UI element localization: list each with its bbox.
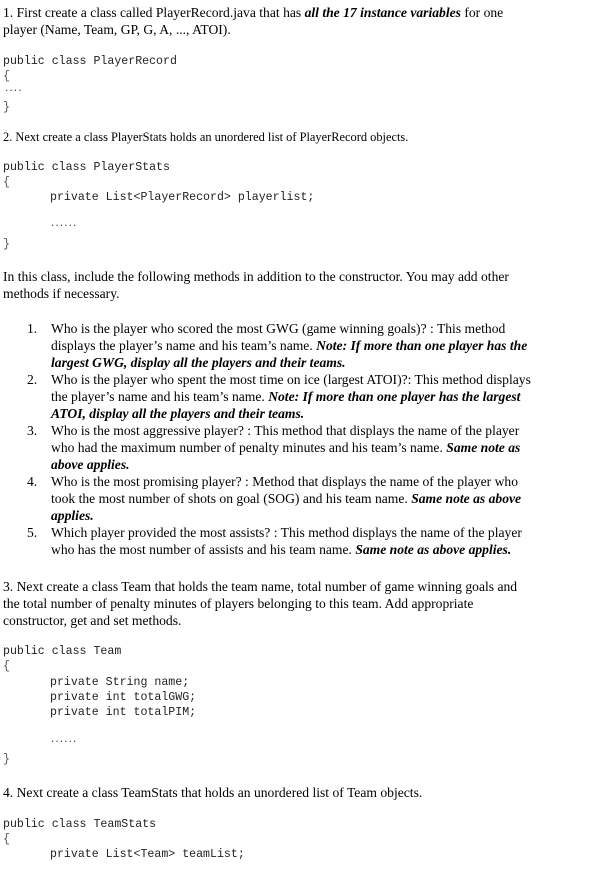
method-number: 2.: [27, 372, 38, 387]
methods-intro: [3, 268, 603, 302]
section-1-line-1-pre: 1. First create a class called PlayerRecord.java that has: [3, 5, 305, 20]
code-player-stats-close-brace: }: [3, 238, 10, 251]
method-text: took the most number of shots on goal (SOG) and his team name.: [51, 491, 412, 506]
method-text: Who is the player who spent the most time on ice (largest ATOI)?: This method displays: [51, 372, 531, 387]
section-1-text: [3, 4, 603, 38]
section-1-line-2: player (Name, Team, GP, G, A, ..., ATOI).: [3, 22, 231, 37]
method-line: [51, 405, 603, 422]
method-line: [51, 320, 603, 337]
method-item: [3, 422, 603, 473]
code-player-record-open-brace: {: [3, 70, 10, 83]
method-line: [51, 439, 603, 456]
method-line: [51, 473, 603, 490]
method-note-text: above applies.: [51, 457, 130, 472]
method-number: 4.: [27, 474, 38, 489]
method-line: [51, 456, 603, 473]
code-player-record-ellipsis: ....: [4, 84, 22, 94]
section-2-heading: 2. Next create a class PlayerStats holds an unordered list of PlayerRecord objects.: [3, 130, 409, 144]
method-number: 1.: [27, 321, 38, 336]
method-line: [51, 371, 603, 388]
methods-list: [3, 320, 603, 558]
method-item: [3, 473, 603, 524]
code-team-stats-field: private List<Team> teamList;: [50, 848, 245, 861]
method-text: the player’s name and his team’s name.: [51, 389, 269, 404]
methods-intro-line-2: methods if necessary.: [3, 286, 120, 301]
method-line: [51, 337, 603, 354]
code-player-stats-ellipsis: ......: [50, 219, 77, 229]
method-text: Who is the most promising player? : Method that displays the name of the player who: [51, 474, 518, 489]
method-text: who had the maximum number of penalty minutes and his team’s name.: [51, 440, 447, 455]
method-line: [51, 490, 603, 507]
code-player-stats-open-brace: {: [3, 176, 10, 189]
method-note-text: Note: If more than one player has the: [316, 338, 528, 353]
method-line: [51, 422, 603, 439]
code-team-stats-head: public class TeamStats: [3, 818, 157, 831]
method-line: [51, 524, 603, 541]
section-3-line-2: the total number of penalty minutes of players belonging to this team. Add appropriate: [3, 596, 474, 611]
section-1-line-1: [3, 4, 603, 21]
method-text: Who is the most aggressive player? : This method that displays the name of the player: [51, 423, 520, 438]
method-note-text: Same note as above: [411, 491, 522, 506]
section-3-text: [3, 578, 603, 629]
method-item: [3, 320, 603, 371]
method-line: [51, 354, 603, 371]
code-player-stats-head: public class PlayerStats: [3, 161, 170, 174]
method-note-text: largest GWG, display all the players and their teams.: [51, 355, 346, 370]
method-item: [3, 524, 603, 558]
code-team-stats-open-brace: {: [3, 833, 10, 846]
method-line: [51, 507, 603, 524]
section-1-line-1-post: for one: [460, 5, 504, 20]
code-team-close-brace: }: [3, 753, 10, 766]
method-note-text: Same note as: [446, 440, 521, 455]
method-note-text: Note: If more than one player has the largest: [268, 389, 521, 404]
methods-intro-line-1: In this class, include the following methods in addition to the constructor. You may add other: [3, 269, 509, 284]
method-text: displays the player’s name and his team’s name.: [51, 338, 317, 353]
method-line: [51, 541, 603, 558]
code-player-record-close-brace: }: [3, 101, 10, 114]
method-text: Who is the player who scored the most GWG (game winning goals)? : This method: [51, 321, 506, 336]
method-note-text: applies.: [51, 508, 94, 523]
section-4-heading: 4. Next create a class TeamStats that holds an unordered list of Team objects.: [3, 785, 423, 800]
section-3-line-1: 3. Next create a class Team that holds the team name, total number of game winning goals and: [3, 579, 518, 594]
method-number: 5.: [27, 525, 38, 540]
method-text: Which player provided the most assists? : This method displays the name of the player: [51, 525, 522, 540]
method-line: [51, 388, 603, 405]
code-team-head: public class Team: [3, 645, 122, 658]
section-1-line-1-bold: all the 17 instance variables: [304, 5, 461, 20]
method-text: who has the most number of assists and his team name.: [51, 542, 356, 557]
code-team-field-total-pim: private int totalPIM;: [50, 706, 197, 719]
section-3-line-3: constructor, get and set methods.: [3, 613, 182, 628]
code-player-stats-field: private List<PlayerRecord> playerlist;: [50, 191, 315, 204]
code-team-open-brace: {: [3, 660, 10, 673]
method-note-text: ATOI, display all the players and their teams.: [51, 406, 305, 421]
method-item: [3, 371, 603, 422]
code-team-ellipsis: ......: [50, 735, 77, 745]
method-number: 3.: [27, 423, 38, 438]
code-team-field-name: private String name;: [50, 676, 190, 689]
method-note-text: Same note as above applies.: [355, 542, 512, 557]
code-player-record-head: public class PlayerRecord: [3, 55, 177, 68]
code-team-field-total-gwg: private int totalGWG;: [50, 691, 197, 704]
